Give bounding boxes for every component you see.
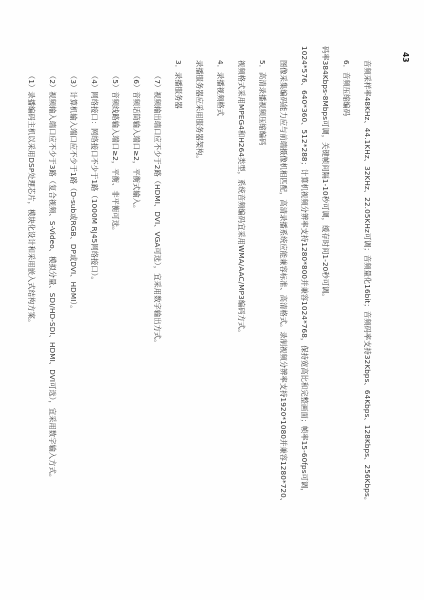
text-line: 音频采样率48KHz、44.1KHz、32KHz、22.05KHz可调；音频量化16bit；音频码率支持32Kbps、64Kbps、128Kbps、256Kbps。	[363, 60, 372, 505]
text-line: （6）音频话筒输入端口≥2，平衡式输入。	[132, 72, 141, 213]
text-line: （5）音频线路输入端口≥2，平衡、非平衡可选。	[111, 72, 120, 235]
page-number: 43	[401, 52, 410, 63]
text-line: 1024*576、640*360、512*288；计算机视频分辨率支持1280*800并兼容1024*768，保持宽高比和完整画面；帧率15-60fps可调，	[300, 46, 309, 496]
section-heading: 4．录播视频格式	[216, 60, 225, 117]
text-line: 录播服务器应采用服务器架构。	[195, 60, 204, 163]
text-line: 图像采集编码能力应与前端摄像机相匹配，高清录播系统应能兼容标准、高清格式。录制视频分辨率支持1920*1080并兼容1280*720、	[279, 60, 288, 506]
text-line: 码率384Kbps-8Mbps可调，关键帧间隔1-10秒可调，缓存时间1-20秒可调。	[321, 46, 330, 301]
text-line: （4）网络接口：网络接口不少于1路（1000M RJ45网络接口）。	[90, 72, 99, 284]
text-line: （1）录播编码主机以采用DSP处理芯片，模块化设计和采用嵌入式结构方案。	[27, 72, 36, 327]
section-heading: 6．音频压缩编码	[342, 60, 351, 117]
section-heading: 5．高清录播视频压缩编码	[258, 60, 267, 146]
text-line: （2）视频输入端口应不少于3路（复合视频、S-Video、模拟分量、SDI/HD-SDI、HDMI、DVI可选），宜采用数字输入方式。	[48, 72, 57, 482]
text-line: （3）计算机输入端口应不少于1路（D-sub或RGB、DP或DVI、HDMI）。	[69, 72, 78, 313]
text-line: 视频格式采用MPEG4和H264类型，系统音频编码宜采用WMA/AAC/MP3编码方式。	[237, 60, 246, 337]
text-line: （7）视频输出端口应不少于2路（HDMI、DVI、VGA可选），宜采用数字输出方式。	[153, 72, 162, 347]
section-heading: 3．录播服务器	[174, 60, 183, 109]
